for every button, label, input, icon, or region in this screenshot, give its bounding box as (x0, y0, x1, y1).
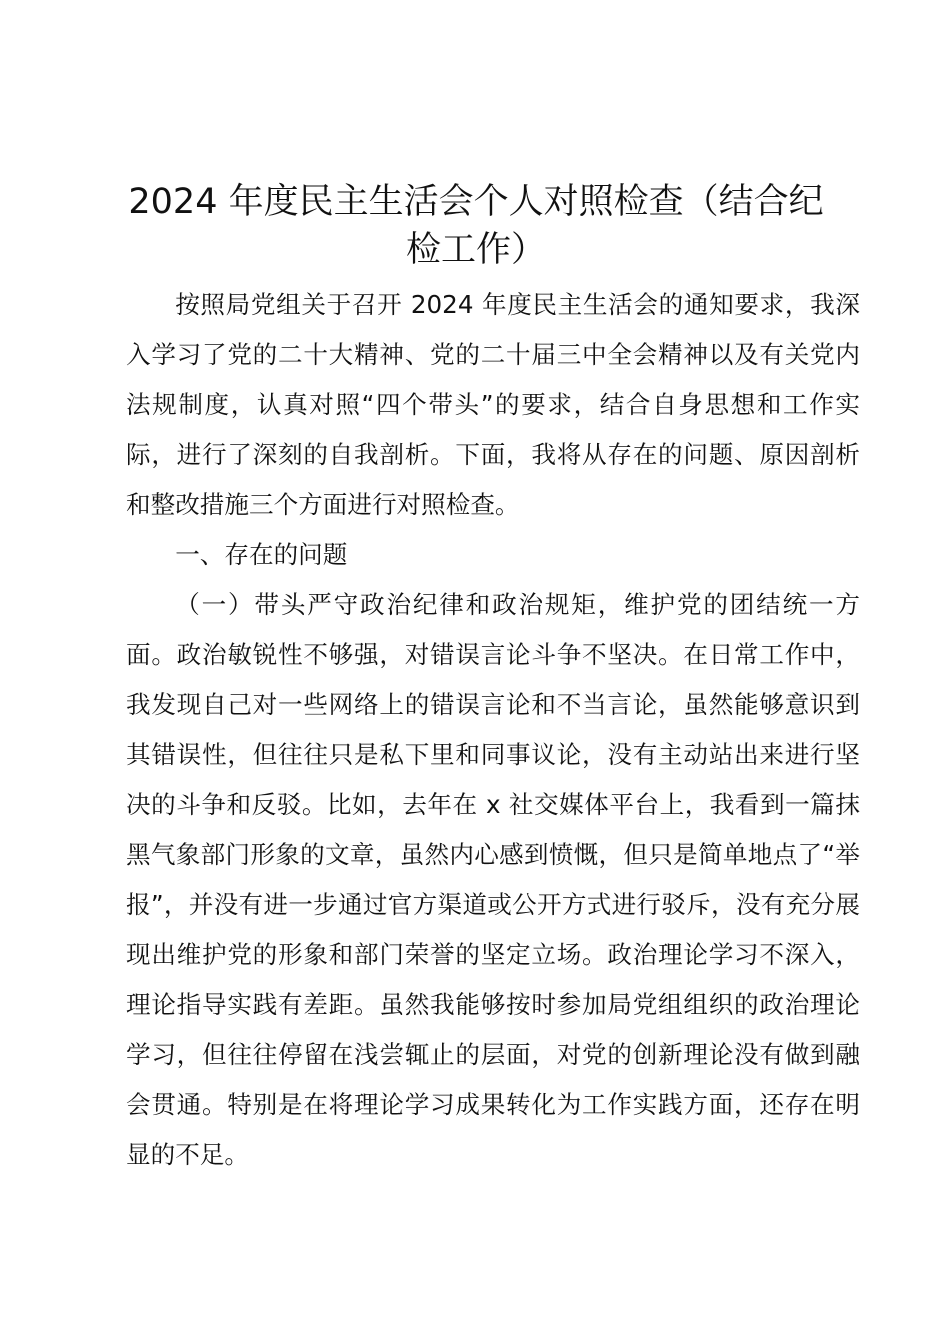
section-heading: 一、存在的问题 (175, 540, 348, 569)
document-body (126, 280, 860, 1180)
problem-paragraph: （一）带头严守政治纪律和政治规矩，维护党的团结统一方面。政治敏锐性不够强，对错误言论斗争不坚决。在日常工作中，我发现自己对一些网络上的错误言论和不当言论，虽然能够意识到其错误性，但往往只是私下里和同事议论，没有主动站出来进行坚决的斗争和反驳。比如，去年在 x 社交媒体平台上，我看到一篇抹黑气象部门形象的文章，虽然内心感到愤慨，但只是简单地点了“举报”，并没有进一步通过官方渠道或公开方式进行驳斥，没有充分展现出维护党的形象和部门荣誉的坚定立场。政治理论学习不深入，理论指导实践有差距。虽然我能够按时参加局党组组织的政治理论学习，但往往停留在浅尝辄止的层面，对党的创新理论没有做到融会贯通。特别是在将理论学习成果转化为工作实践方面，还存在明显的不足。 (126, 590, 860, 1169)
intro-paragraph: 按照局党组关于召开 2024 年度民主生活会的通知要求，我深入学习了党的二十大精神、党的二十届三中全会精神以及有关党内法规制度，认真对照“四个带头”的要求，结合自身思想和工作实际，进行了深刻的自我剖析。下面，我将从存在的问题、原因剖析和整改措施三个方面进行对照检查。 (126, 290, 860, 519)
document-title: 2024 年度民主生活会个人对照检查（结合纪检工作） (128, 182, 824, 270)
